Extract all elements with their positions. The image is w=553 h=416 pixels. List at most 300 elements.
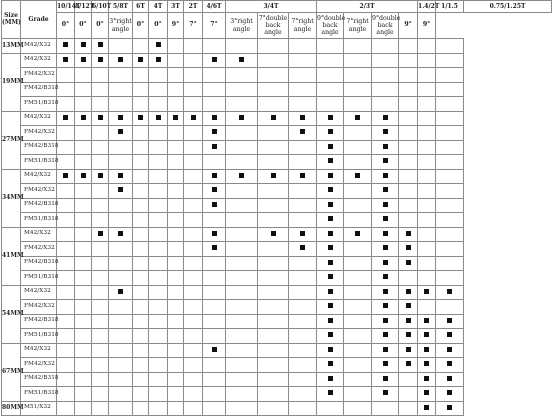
availability-cell — [258, 271, 289, 286]
availability-cell — [109, 111, 133, 126]
availability-cell — [289, 271, 317, 286]
availability-cell — [372, 387, 399, 402]
table-row — [2, 358, 552, 373]
availability-cell — [57, 140, 75, 155]
availability-cell — [133, 329, 149, 344]
availability-cell — [92, 329, 109, 344]
availability-cell — [149, 271, 168, 286]
availability-cell — [203, 198, 226, 213]
availability-cell — [168, 97, 184, 112]
availability-cell — [399, 314, 418, 329]
availability-cell — [184, 256, 203, 271]
available-mark-icon — [212, 129, 217, 134]
tpi-header-cell: 0.75/1.25T — [464, 1, 552, 13]
availability-cell — [92, 358, 109, 373]
availability-cell — [289, 184, 317, 199]
angle-header-cell: 7° — [203, 13, 226, 39]
table-row — [2, 198, 552, 213]
availability-cell — [344, 314, 372, 329]
tpi-header-cell: 3T — [168, 1, 184, 13]
table-row — [2, 39, 552, 54]
table-row — [2, 82, 552, 97]
availability-cell — [436, 256, 464, 271]
availability-cell — [92, 68, 109, 83]
available-mark-icon — [118, 129, 123, 134]
availability-cell — [109, 184, 133, 199]
availability-cell — [203, 343, 226, 358]
availability-cell — [75, 242, 92, 257]
availability-cell — [399, 401, 418, 416]
tpi-header-cell: 4/6T — [203, 1, 226, 13]
availability-cell — [149, 140, 168, 155]
available-mark-icon — [383, 129, 388, 134]
availability-cell — [289, 256, 317, 271]
grade-cell: FM42/X32 — [21, 68, 57, 83]
grade-header: Grade — [21, 1, 57, 39]
availability-cell — [168, 271, 184, 286]
size-header-unit: (MM) — [2, 18, 21, 26]
availability-cell — [289, 140, 317, 155]
available-mark-icon — [383, 216, 388, 221]
availability-cell — [109, 285, 133, 300]
grade-cell: FM42/B318 — [21, 314, 57, 329]
size-cell: 13MM — [2, 39, 21, 54]
available-mark-icon — [383, 260, 388, 265]
availability-cell — [203, 39, 226, 54]
availability-cell — [149, 372, 168, 387]
availability-cell — [133, 126, 149, 141]
availability-cell — [203, 155, 226, 170]
table-row — [2, 97, 552, 112]
availability-cell — [203, 213, 226, 228]
availability-cell — [317, 39, 344, 54]
availability-cell — [289, 227, 317, 242]
availability-cell — [226, 227, 258, 242]
availability-cell — [258, 401, 289, 416]
availability-cell — [149, 155, 168, 170]
grade-cell: M42/X32 — [21, 39, 57, 54]
availability-cell — [133, 314, 149, 329]
availability-cell — [289, 213, 317, 228]
availability-cell — [258, 372, 289, 387]
availability-cell — [344, 111, 372, 126]
availability-cell — [92, 140, 109, 155]
available-mark-icon — [383, 361, 388, 366]
availability-cell — [418, 343, 436, 358]
availability-cell — [75, 184, 92, 199]
table-row — [2, 242, 552, 257]
available-mark-icon — [328, 245, 333, 250]
availability-cell — [226, 343, 258, 358]
availability-cell — [109, 213, 133, 228]
availability-cell — [57, 285, 75, 300]
availability-cell — [418, 169, 436, 184]
availability-cell — [399, 198, 418, 213]
availability-cell — [258, 82, 289, 97]
availability-cell — [418, 82, 436, 97]
availability-cell — [149, 68, 168, 83]
availability-cell — [203, 82, 226, 97]
availability-cell — [92, 256, 109, 271]
angle-header-cell: 9°double back angle — [317, 13, 344, 39]
availability-cell — [75, 155, 92, 170]
availability-cell — [344, 401, 372, 416]
availability-cell — [317, 358, 344, 373]
availability-cell — [258, 140, 289, 155]
availability-cell — [57, 184, 75, 199]
availability-cell — [372, 329, 399, 344]
availability-cell — [317, 126, 344, 141]
availability-cell — [92, 111, 109, 126]
availability-cell — [317, 53, 344, 68]
angle-header-cell: 7°double back angle — [258, 13, 289, 39]
availability-cell — [92, 314, 109, 329]
availability-cell — [418, 256, 436, 271]
availability-cell — [92, 97, 109, 112]
available-mark-icon — [81, 42, 86, 47]
availability-cell — [184, 227, 203, 242]
availability-cell — [226, 387, 258, 402]
availability-cell — [57, 169, 75, 184]
available-mark-icon — [406, 231, 411, 236]
header-row-angle — [2, 13, 552, 39]
availability-cell — [226, 169, 258, 184]
availability-cell — [317, 329, 344, 344]
availability-cell — [57, 111, 75, 126]
availability-cell — [317, 184, 344, 199]
availability-cell — [149, 358, 168, 373]
availability-cell — [133, 401, 149, 416]
availability-cell — [289, 126, 317, 141]
available-mark-icon — [355, 231, 360, 236]
availability-cell — [372, 213, 399, 228]
availability-cell — [317, 300, 344, 315]
availability-cell — [258, 169, 289, 184]
availability-cell — [168, 401, 184, 416]
availability-cell — [399, 329, 418, 344]
available-mark-icon — [156, 115, 161, 120]
availability-cell — [168, 169, 184, 184]
availability-cell — [372, 242, 399, 257]
table-row — [2, 372, 552, 387]
grade-cell: M42/X32 — [21, 111, 57, 126]
availability-cell — [57, 82, 75, 97]
availability-cell — [317, 140, 344, 155]
grade-cell: FM42/X32 — [21, 358, 57, 373]
availability-cell — [203, 97, 226, 112]
availability-cell — [57, 97, 75, 112]
availability-cell — [258, 111, 289, 126]
availability-cell — [436, 82, 464, 97]
grade-cell: FM42/B318 — [21, 82, 57, 97]
availability-cell — [203, 126, 226, 141]
availability-cell — [436, 140, 464, 155]
availability-cell — [149, 53, 168, 68]
table-row — [2, 140, 552, 155]
available-mark-icon — [328, 129, 333, 134]
availability-cell — [418, 401, 436, 416]
availability-cell — [436, 97, 464, 112]
size-cell: 41MM — [2, 227, 21, 285]
available-mark-icon — [81, 115, 86, 120]
available-mark-icon — [63, 57, 68, 62]
availability-cell — [436, 68, 464, 83]
availability-cell — [168, 140, 184, 155]
availability-cell — [399, 184, 418, 199]
availability-cell — [289, 242, 317, 257]
availability-cell — [133, 358, 149, 373]
available-mark-icon — [191, 115, 196, 120]
availability-cell — [418, 329, 436, 344]
availability-cell — [436, 39, 464, 54]
availability-cell — [92, 401, 109, 416]
availability-cell — [92, 227, 109, 242]
availability-cell — [203, 184, 226, 199]
tpi-header-cell: 3/4T — [226, 1, 317, 13]
angle-header-cell: 0° — [133, 13, 149, 39]
available-mark-icon — [300, 245, 305, 250]
availability-cell — [109, 329, 133, 344]
availability-cell — [203, 285, 226, 300]
availability-cell — [133, 155, 149, 170]
availability-cell — [289, 329, 317, 344]
grade-cell: FM42/B318 — [21, 140, 57, 155]
available-mark-icon — [447, 347, 452, 352]
availability-cell — [168, 314, 184, 329]
size-cell: 80MM — [2, 401, 21, 416]
availability-cell — [418, 300, 436, 315]
availability-cell — [203, 111, 226, 126]
availability-cell — [92, 285, 109, 300]
angle-header-cell: 7° — [184, 13, 203, 39]
availability-cell — [372, 111, 399, 126]
availability-cell — [168, 111, 184, 126]
angle-header-cell: 7°right angle — [344, 13, 372, 39]
availability-cell — [168, 198, 184, 213]
availability-cell — [92, 184, 109, 199]
available-mark-icon — [300, 231, 305, 236]
angle-header-cell: 0° — [149, 13, 168, 39]
availability-cell — [258, 97, 289, 112]
availability-cell — [92, 39, 109, 54]
availability-cell — [75, 387, 92, 402]
available-mark-icon — [98, 42, 103, 47]
available-mark-icon — [328, 231, 333, 236]
available-mark-icon — [383, 274, 388, 279]
availability-cell — [109, 372, 133, 387]
availability-cell — [436, 126, 464, 141]
availability-cell — [75, 300, 92, 315]
availability-cell — [258, 285, 289, 300]
availability-cell — [436, 111, 464, 126]
availability-cell — [184, 82, 203, 97]
availability-cell — [399, 111, 418, 126]
tpi-header-cell: 5/8T — [109, 1, 133, 13]
availability-cell — [289, 387, 317, 402]
availability-cell — [133, 343, 149, 358]
availability-cell — [75, 372, 92, 387]
availability-cell — [226, 329, 258, 344]
available-mark-icon — [271, 115, 276, 120]
table-row — [2, 329, 552, 344]
available-mark-icon — [328, 187, 333, 192]
availability-cell — [75, 401, 92, 416]
availability-cell — [57, 300, 75, 315]
available-mark-icon — [406, 245, 411, 250]
size-cell: 27MM — [2, 111, 21, 169]
availability-cell — [344, 358, 372, 373]
available-mark-icon — [81, 57, 86, 62]
availability-cell — [317, 227, 344, 242]
availability-cell — [184, 387, 203, 402]
availability-cell — [75, 126, 92, 141]
availability-cell — [149, 97, 168, 112]
availability-cell — [436, 329, 464, 344]
available-mark-icon — [328, 303, 333, 308]
available-mark-icon — [98, 231, 103, 236]
availability-cell — [133, 53, 149, 68]
availability-cell — [184, 111, 203, 126]
availability-cell — [149, 82, 168, 97]
grade-cell: M42/X32 — [21, 285, 57, 300]
tpi-header-cell: 10/14T — [57, 1, 75, 13]
available-mark-icon — [328, 144, 333, 149]
available-mark-icon — [212, 202, 217, 207]
grade-cell: M42/X32 — [21, 169, 57, 184]
availability-cell — [203, 53, 226, 68]
availability-cell — [149, 213, 168, 228]
table-row — [2, 285, 552, 300]
availability-cell — [317, 285, 344, 300]
available-mark-icon — [118, 57, 123, 62]
availability-cell — [258, 314, 289, 329]
availability-cell — [184, 169, 203, 184]
available-mark-icon — [406, 347, 411, 352]
availability-cell — [75, 53, 92, 68]
availability-cell — [258, 242, 289, 257]
availability-cell — [399, 271, 418, 286]
availability-cell — [109, 242, 133, 257]
availability-cell — [372, 126, 399, 141]
availability-cell — [289, 68, 317, 83]
availability-cell — [168, 53, 184, 68]
availability-cell — [436, 372, 464, 387]
grade-cell: FM51/B318 — [21, 329, 57, 344]
availability-cell — [75, 198, 92, 213]
availability-cell — [317, 213, 344, 228]
table-row — [2, 111, 552, 126]
availability-cell — [289, 39, 317, 54]
available-mark-icon — [424, 332, 429, 337]
grade-cell: FM42/X32 — [21, 242, 57, 257]
availability-cell — [57, 198, 75, 213]
available-mark-icon — [98, 57, 103, 62]
available-mark-icon — [383, 318, 388, 323]
availability-cell — [133, 184, 149, 199]
availability-cell — [317, 111, 344, 126]
availability-cell — [317, 198, 344, 213]
availability-cell — [109, 97, 133, 112]
availability-cell — [317, 82, 344, 97]
availability-cell — [372, 184, 399, 199]
available-mark-icon — [383, 245, 388, 250]
availability-cell — [133, 285, 149, 300]
availability-cell — [418, 198, 436, 213]
availability-cell — [399, 82, 418, 97]
availability-cell — [203, 242, 226, 257]
availability-cell — [75, 256, 92, 271]
tpi-header-cell: 6T — [133, 1, 149, 13]
available-mark-icon — [383, 144, 388, 149]
available-mark-icon — [212, 231, 217, 236]
availability-cell — [436, 401, 464, 416]
grade-cell: FM42/X32 — [21, 184, 57, 199]
availability-cell — [344, 53, 372, 68]
grade-cell: FM51/B318 — [21, 271, 57, 286]
size-header — [2, 1, 21, 39]
availability-cell — [57, 343, 75, 358]
grade-cell: FM51/B318 — [21, 213, 57, 228]
availability-cell — [436, 242, 464, 257]
availability-cell — [184, 126, 203, 141]
availability-cell — [149, 111, 168, 126]
availability-cell — [92, 300, 109, 315]
available-mark-icon — [212, 347, 217, 352]
availability-cell — [57, 155, 75, 170]
availability-cell — [92, 242, 109, 257]
availability-cell — [372, 68, 399, 83]
availability-cell — [372, 140, 399, 155]
available-mark-icon — [383, 231, 388, 236]
availability-cell — [317, 242, 344, 257]
availability-cell — [399, 343, 418, 358]
availability-cell — [289, 343, 317, 358]
availability-cell — [92, 372, 109, 387]
availability-cell — [372, 314, 399, 329]
availability-cell — [226, 285, 258, 300]
availability-cell — [226, 372, 258, 387]
available-mark-icon — [383, 376, 388, 381]
available-mark-icon — [406, 303, 411, 308]
availability-cell — [258, 155, 289, 170]
availability-cell — [184, 184, 203, 199]
availability-cell — [57, 372, 75, 387]
availability-cell — [109, 227, 133, 242]
available-mark-icon — [118, 173, 123, 178]
availability-cell — [372, 227, 399, 242]
available-mark-icon — [406, 361, 411, 366]
availability-cell — [344, 39, 372, 54]
availability-cell — [344, 227, 372, 242]
availability-cell — [57, 68, 75, 83]
availability-cell — [92, 53, 109, 68]
grade-cell: FM42/X32 — [21, 300, 57, 315]
availability-cell — [92, 126, 109, 141]
availability-cell — [399, 53, 418, 68]
availability-cell — [399, 358, 418, 373]
angle-header-cell: 0° — [75, 13, 92, 39]
tpi-header-cell: 1.4/2T — [418, 1, 436, 13]
available-mark-icon — [424, 318, 429, 323]
availability-cell — [149, 256, 168, 271]
availability-cell — [258, 256, 289, 271]
availability-cell — [184, 271, 203, 286]
available-mark-icon — [138, 115, 143, 120]
availability-cell — [184, 213, 203, 228]
availability-cell — [133, 242, 149, 257]
angle-header-cell: 9° — [168, 13, 184, 39]
availability-cell — [399, 213, 418, 228]
